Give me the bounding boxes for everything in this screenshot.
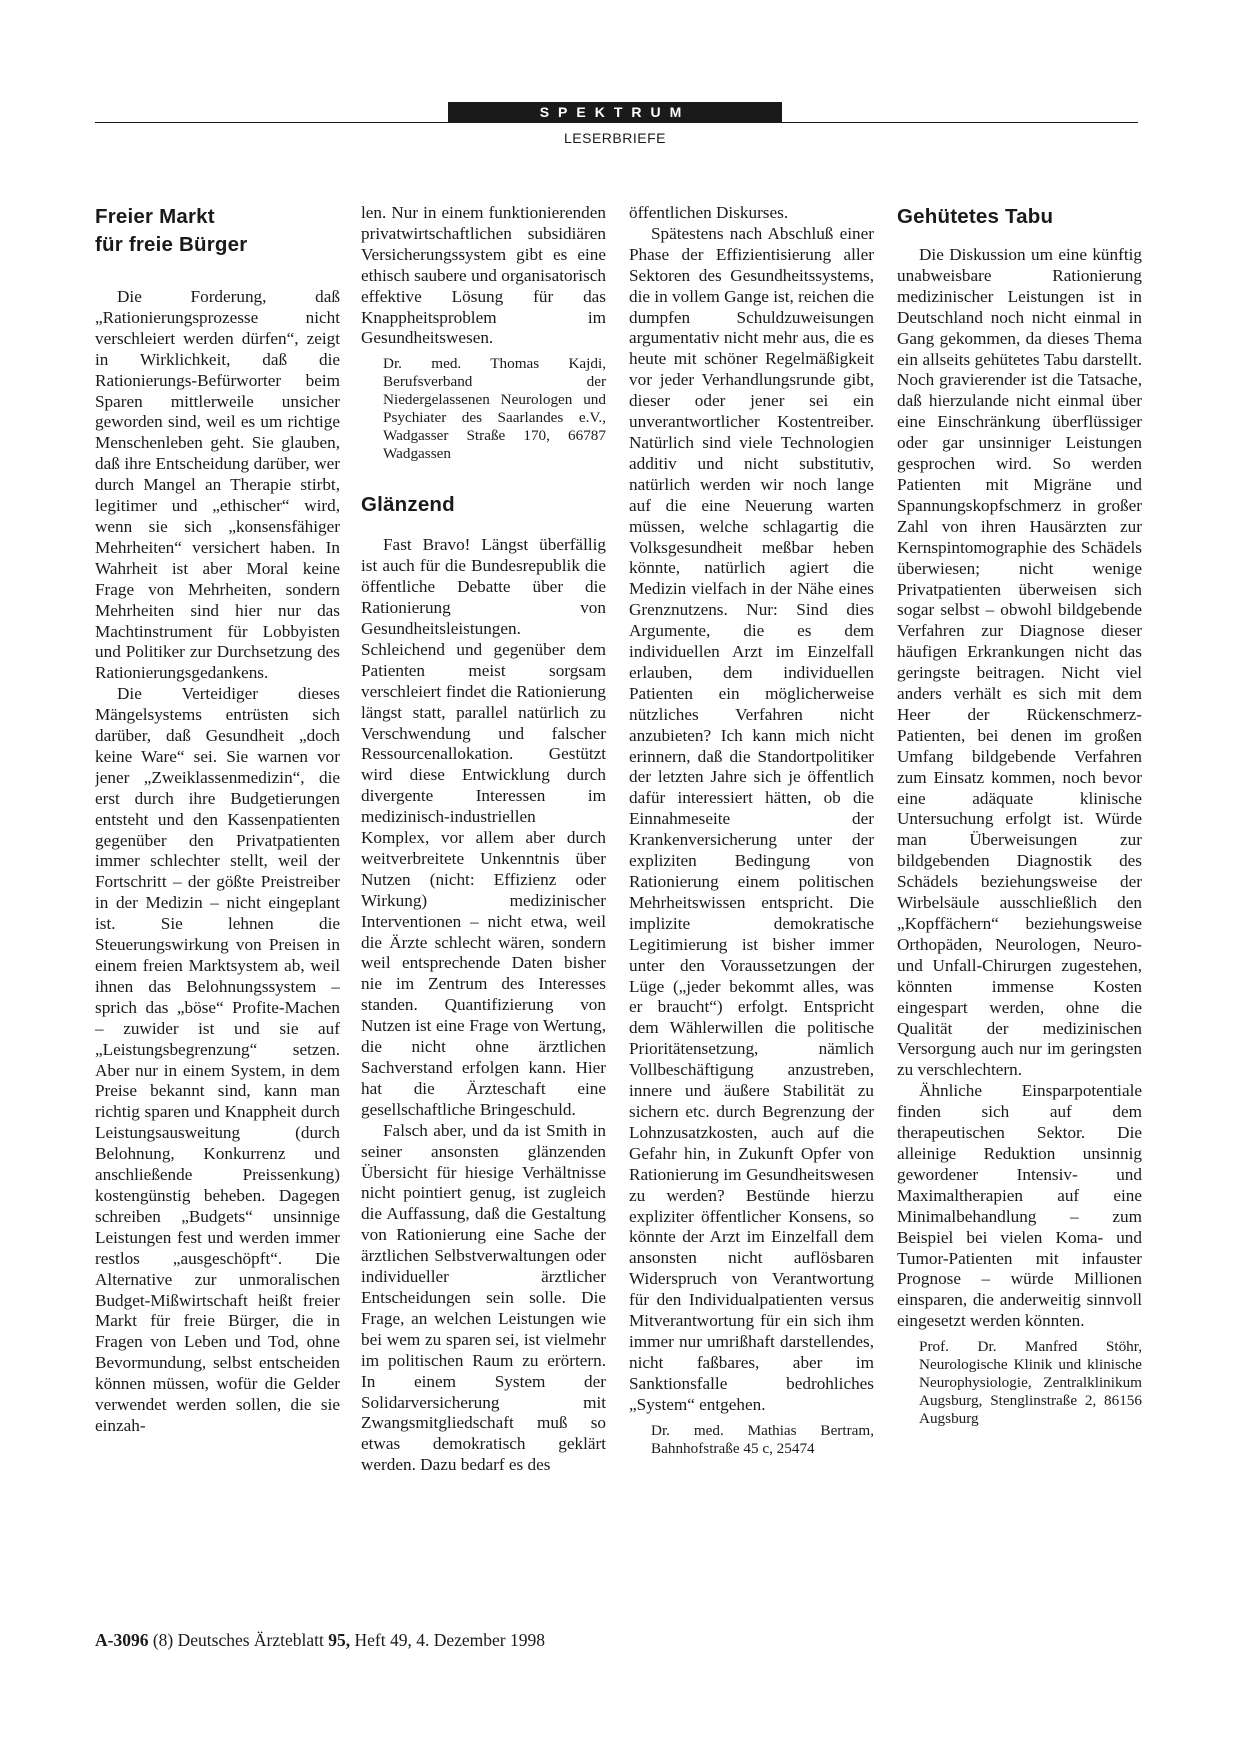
title-line-2: für freie Bürger	[95, 233, 248, 256]
journal-name: Deutsches Ärzteblatt	[177, 1630, 324, 1650]
page-number: (8)	[152, 1630, 174, 1650]
column-1	[95, 203, 340, 1613]
letter-title-freier-markt	[95, 203, 340, 259]
letter-title-glaenzend: Glänzend	[361, 493, 455, 517]
author-signature: Dr. med. Thomas Kajdi, Berufsverband der Niedergelassenen Neurologen und Psychiater des Saarlandes e.V., Wadgasser Straße 170, 66787 Wadgassen	[383, 355, 606, 463]
subsection-label: LESERBRIEFE	[564, 130, 666, 146]
header-rule	[95, 122, 1138, 123]
page-footer	[95, 1630, 545, 1651]
paragraph: Spätestens nach Abschluß einer Phase der Effizientisierung aller Sektoren des Gesundheitssystems, die in vollem Gange ist, reichen die dumpfen Schuldzuweisungen argumentativ nicht mehr aus, die es heute mit schöner Regelmäßigkeit vor jeder Verhandlungsrunde gibt, dieser oder jener sei ein unverantwortlicher Kostentreiber. Natürlich sind viele Technologien additiv und nicht substitutiv, natürlich werden wir noch lange auf die eine Neuerung warten müssen, welche schlagartig die Volksgesundheit meßbar heben könnte, natürlich agiert die Medizin vielfach in der Nähe eines Grenznutzens. Nur: Sind dies Argumente, die es dem individuellen Arzt im Einzelfall erlauben, dem individuellen Patienten ein möglicherweise nützliches Verfahren nicht anzubieten? Ich kann mich nicht erinnern, daß die Standortpolitiker der letzten Jahre sich je öffentlich dafür interessiert hätten, ob die Einnahmeseite der Krankenversicherung unter der expliziten Bedingung von Rationierung einem politischen Mehrheitswissen entspricht. Die implizite demokratische Legitimierung ist bisher immer unter den Voraussetzungen der Lüge („jeder bekommt alles, was er braucht“) erfolgt. Entspricht dem Wählerwillen die politische Prioritätensetzung, nämlich Vollbeschäftigung anzustreben, innere und äußere Stabilität zu sichern etc. durch Begrenzung der Lohnzusatzkosten, auch auf die Gefahr hin, in Zukunft Opfer von Rationierung im Gesundheitswesen zu werden? Bestünde hierzu expliziter öffentlicher Konsens, so könnte der Arzt im Einzelfall dem ansonsten nicht auflösbaren Widerspruch von Verantwortung für den Individualpatienten versus Mitverantwortung für ein sich ihm immer nur umrißhaft darstellendes, nicht faßbares, aber im Sanktionsfalle bedrohliches „System“ entgehen.	[629, 223, 874, 1414]
paragraph: len. Nur in einem funktionierenden privatwirtschaftlichen subsidiären Versicherungssystem gibt es eine ethisch saubere und organisatorisch effektive Lösung für das Knappheitsproblem im Gesundheitswesen.	[361, 203, 606, 348]
paragraph: Ähnliche Einsparpotentiale finden sich auf dem therapeutischen Sektor. Die alleinige Reduktion unsinnig gewordener Intensiv- und Maximaltherapien auf eine Minimalbehandlung – zum Beispiel bei vielen Koma- und Tumor-Patienten mit infauster Prognose – würde Millionen einsparen, die anderweitig sinnvoll eingesetzt werden könnten.	[897, 1081, 1142, 1331]
paragraph: Die Diskussion um eine künftig unabweisbare Rationierung medizinischer Leistungen ist in Deutschland noch nicht einmal in Gang gekommen, da dieses Thema ein allseits gehütetes Tabu darstellt. Noch gravierender ist die Tatsache, daß hierzulande nicht einmal über eine Einschränkung überflüssiger oder gar unsinniger Leistungen gesprochen wird. So werden Patienten mit Migräne und Spannungskopfschmerz in großer Zahl von ihren Hausärzten zur Kernspintomographie des Schädels überwiesen; nicht wenige Privatpatienten überweisen sich sogar selbst – obwohl bildgebende Verfahren zur Diagnose dieser häufigen Erkrankungen nicht das geringste beitragen. Nicht viel anders verhält es sich mit dem Heer der Rückenschmerz-Patienten, bei denen im großen Umfang bildgebende Verfahren zum Einsatz kommen, noch bevor eine adäquate klinische Untersuchung erfolgt ist. Würde man Überweisungen zur bildgebenden Diagnostik des Schädels beziehungsweise der Wirbelsäule ausschließlich den „Kopffächern“ beziehungsweise Orthopäden, Neurologen, Neuro- und Unfall-Chirurgen zugestehen, könnten immense Kosten eingespart werden, ohne die Qualität der medizinischen Versorgung auch nur im geringsten zu verschlechtern.	[897, 245, 1142, 1080]
paragraph: Fast Bravo! Längst überfällig ist auch für die Bundesrepublik die öffentliche Debatte über die Rationierung von Gesundheitsleistungen. Schleichend und gegenüber dem Patienten meist sorgsam verschleiert findet die Rationierung längst statt, parallel natürlich zu Verschwendung und falscher Ressourcenallokation. Gestützt wird diese Entwicklung durch divergente Interessen im medizinisch-industriellen Komplex, vor allem aber durch weitverbreitete Unkenntnis über Nutzen (nicht: Effizienz oder Wirkung) medizinischer Interventionen – nicht etwa, weil die Ärzte schlecht wären, sondern weil entsprechende Daten bisher nie im Zentrum des Interesses standen. Quantifizierung von Nutzen ist eine Frage von Wertung, die nicht ohne ärztlichen Sachverstand erfolgen kann. Hier hat die Ärzteschaft eine gesellschaftliche Bringeschuld.	[361, 535, 606, 1119]
title-line-1: Freier Markt	[95, 205, 215, 228]
column-3	[629, 203, 874, 1613]
section-banner: SPEKTRUM	[448, 102, 782, 123]
column-2	[361, 203, 606, 1613]
page-code: A-3096	[95, 1630, 149, 1650]
letter-title-gehuetetes-tabu: Gehütetes Tabu	[897, 205, 1054, 228]
issue-date: Heft 49, 4. Dezember 1998	[354, 1630, 546, 1650]
volume-number: 95,	[328, 1630, 351, 1650]
paragraph: öffentlichen Diskurses.	[629, 203, 789, 222]
author-signature: Prof. Dr. Manfred Stöhr, Neurologische Klinik und klinische Neurophysiologie, Zentralklinikum Augsburg, Stenglinstraße 2, 86156 Augsburg	[919, 1338, 1142, 1428]
author-signature: Dr. med. Mathias Bertram, Bahnhofstraße 45 c, 25474	[651, 1421, 874, 1457]
paragraph: Falsch aber, und da ist Smith in seiner ansonsten glänzenden Übersicht für hiesige Verhältnisse nicht pointiert genug, ist zugleich die Auffassung, daß die Gestaltung von Rationierung eine Sache der ärztlichen Selbstverwaltungen oder individueller ärztlicher Entscheidungen sein solle. Die Frage, an welchen Leistungen wie bei wem zu sparen sei, ist vielmehr im politischen Raum zu erörtern. In einem System der Solidarversicherung mit Zwangsmitgliedschaft muß so etwas demokratisch geklärt werden. Dazu bedarf es des	[361, 1120, 606, 1475]
column-4	[897, 203, 1142, 1613]
paragraph: Die Forderung, daß „Rationierungsprozesse nicht verschleiert werden dürfen“, zeigt in Wirklichkeit, daß die Rationierungs-Befürworter beim Sparen mittlerweile unsicher geworden sind, weil es um richtige Menschenleben geht. Sie glauben, daß ihre Entscheidung darüber, wer durch Mangel an Therapie stirbt, legitimer und „ethischer“ wird, wenn sie sich „konsensfähiger Mehrheiten“ versichert haben. In Wahrheit ist aber Moral keine Frage von Mehrheiten, sondern Mehrheiten sind hier nur das Machtinstrument für Lobbyisten und Politiker zur Durchsetzung des Rationierungsgedankens.	[95, 287, 340, 683]
paragraph: Die Verteidiger dieses Mängelsystems entrüsten sich darüber, daß Gesundheit „doch keine Ware“ sei. Sie warnen vor jener „Zweiklassenmedizin“, die erst durch ihre Budgetierungen entsteht und den Kassenpatienten gegenüber den Privatpatienten immer schlechter stellt, weil der Fortschritt – der gößte Preistreiber in der Medizin – nicht eingeplant ist. Sie lehnen die Steuerungswirkung von Preisen in einem freien Marktsystem ab, weil ihnen das Belohnungssystem – sprich das „böse“ Profite-Machen – zuwider ist und sie auf „Leistungsbegrenzung“ setzen. Aber nur in einem System, in dem Preise bekannt sind, kann man richtig sparen und Knappheit durch Leistungsausweitung (durch Belohnung, Konkurrenz und anschließende Preissenkung) kostengünstig beheben. Dagegen schreiben „Budgets“ unsinnige Leistungen fest und werden immer restlos „ausgeschöpft“. Die Alternative zur unmoralischen Budget-Mißwirtschaft heißt freier Markt für freie Bürger, die in Fragen von Leben und Tod, ohne Bevormundung, selbst entscheiden können müssen, wofür die Gelder verwendet werden sollen, die sie einzah-	[95, 684, 340, 1435]
